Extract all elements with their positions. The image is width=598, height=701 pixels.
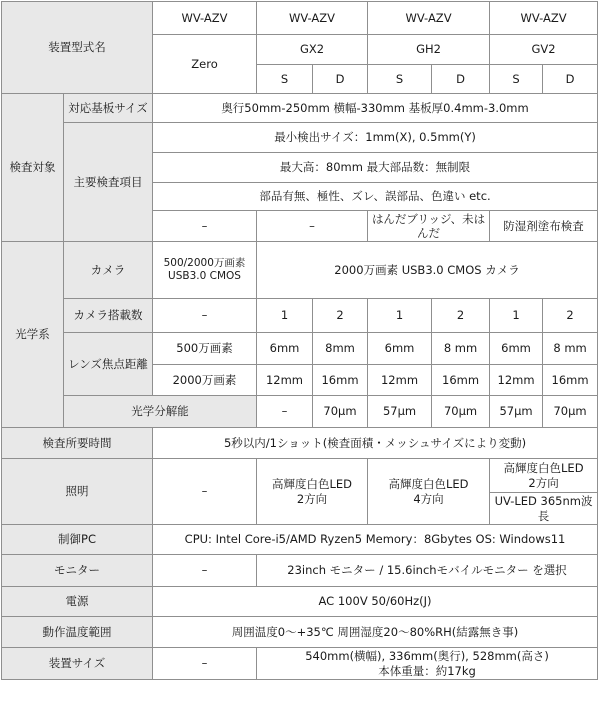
resolution-value: 70μm xyxy=(543,396,598,428)
lighting-gv2-bottom-line1: UV-LED 365nm波 xyxy=(494,494,593,509)
camera-count-gv2-d: 2 xyxy=(543,299,598,333)
min-detect-size: 最小検出サイズ：1mm(X), 0.5mm(Y) xyxy=(153,123,598,153)
lens-value: 6mm xyxy=(490,333,543,365)
variant-gh2-d: D xyxy=(432,65,490,94)
lens-value: 8 mm xyxy=(432,333,490,365)
power-value: AC 100V 50/60Hz(J) xyxy=(153,587,598,617)
device-size-line2: 本体重量：約17kg xyxy=(378,663,476,678)
camera-count-gx2-d: 2 xyxy=(313,299,368,333)
lighting-gh2-line2: 4方向 xyxy=(413,491,444,506)
lighting-gv2-top-line2: 2方向 xyxy=(528,475,559,490)
camera-label: カメラ xyxy=(64,242,153,299)
series-gh2: WV-AZV xyxy=(368,2,490,35)
resolution-value: – xyxy=(257,396,313,428)
resolution-value: 70μm xyxy=(313,396,368,428)
power-label: 電源 xyxy=(2,587,153,617)
lens-value: 8 mm xyxy=(543,333,598,365)
lighting-gv2-top-line1: 高輝度白色LED xyxy=(503,461,584,476)
camera-count-label: カメラ搭載数 xyxy=(64,299,153,333)
lighting-gv2-bottom-line2: 長 xyxy=(537,508,550,523)
variant-gv2-d: D xyxy=(543,65,598,94)
camera-count-gh2-d: 2 xyxy=(432,299,490,333)
defect-types: 部品有無、極性、ズレ、誤部品、色違い etc. xyxy=(153,183,598,211)
camera-count-gx2-s: 1 xyxy=(257,299,313,333)
device-size-value xyxy=(257,648,598,680)
device-size-label: 装置サイズ xyxy=(2,648,153,680)
series-gx2: WV-AZV xyxy=(257,2,368,35)
lens-value: 16mm xyxy=(543,365,598,396)
control-pc-value: CPU: Intel Core-i5/AMD Ryzen5 Memory：8Gbytes OS: Windows11 xyxy=(153,525,598,555)
model-gh2: GH2 xyxy=(368,35,490,65)
lens-row-label: 2000万画素 xyxy=(153,365,257,396)
operating-temp-value: 周囲温度0～+35℃ 周囲湿度20～80%RH(結露無き事) xyxy=(153,617,598,648)
lens-value: 8mm xyxy=(313,333,368,365)
lens-value: 16mm xyxy=(313,365,368,396)
extra-gv2: 防湿剤塗布検査 xyxy=(490,211,598,242)
resolution-value: 57μm xyxy=(490,396,543,428)
variant-gv2-s: S xyxy=(490,65,543,94)
camera-zero-line1: 500/2000万画素 xyxy=(163,256,246,269)
lighting-gh2-line1: 高輝度白色LED xyxy=(388,477,469,492)
device-size-zero: – xyxy=(153,648,257,680)
camera-zero xyxy=(153,242,257,299)
camera-zero-line2: USB3.0 CMOS xyxy=(168,270,241,282)
extra-gh2: はんだブリッジ、未はんだ xyxy=(368,211,490,242)
monitor-zero: – xyxy=(153,555,257,587)
lighting-gv2-bottom xyxy=(490,493,598,525)
board-size-value: 奥行50mm-250mm 横幅-330mm 基板厚0.4mm-3.0mm xyxy=(153,94,598,123)
main-items-label: 主要検査項目 xyxy=(64,123,153,242)
series-zero: WV-AZV xyxy=(153,2,257,35)
model-zero: Zero xyxy=(153,35,257,94)
lighting-gh2 xyxy=(368,459,490,525)
variant-gx2-s: S xyxy=(257,65,313,94)
resolution-value: 57μm xyxy=(368,396,432,428)
extra-gx2: – xyxy=(257,211,368,242)
camera-count-gv2-s: 1 xyxy=(490,299,543,333)
lens-value: 6mm xyxy=(368,333,432,365)
lens-value: 12mm xyxy=(368,365,432,396)
inspection-time-label: 検査所要時間 xyxy=(2,428,153,459)
lighting-gx2-line1: 高輝度白色LED xyxy=(271,477,353,492)
lens-value: 6mm xyxy=(257,333,313,365)
model-gx2: GX2 xyxy=(257,35,368,65)
board-size-label: 対応基板サイズ xyxy=(64,94,153,123)
inspection-target-label: 検査対象 xyxy=(2,94,64,242)
lens-value: 12mm xyxy=(490,365,543,396)
spec-table xyxy=(1,1,598,680)
resolution-label: 光学分解能 xyxy=(64,396,257,428)
lighting-zero: – xyxy=(153,459,257,525)
resolution-value: 70μm xyxy=(432,396,490,428)
inspection-time-value: 5秒以内/1ショット(検査面積・メッシュサイズにより変動) xyxy=(153,428,598,459)
monitor-value: 23inch モニター / 15.6inchモバイルモニター を選択 xyxy=(257,555,598,587)
extra-zero: – xyxy=(153,211,257,242)
camera-others: 2000万画素 USB3.0 CMOS カメラ xyxy=(257,242,598,299)
model-gv2: GV2 xyxy=(490,35,598,65)
monitor-label: モニター xyxy=(2,555,153,587)
operating-temp-label: 動作温度範囲 xyxy=(2,617,153,648)
device-size-line1: 540mm(横幅), 336mm(奥行), 528mm(高さ) xyxy=(305,649,549,664)
camera-count-zero: – xyxy=(153,299,257,333)
lighting-gx2-line2: 2方向 xyxy=(296,491,328,506)
series-gv2: WV-AZV xyxy=(490,2,598,35)
lens-value: 16mm xyxy=(432,365,490,396)
optics-label: 光学系 xyxy=(2,242,64,428)
lighting-label: 照明 xyxy=(2,459,153,525)
lens-value: 12mm xyxy=(257,365,313,396)
variant-gh2-s: S xyxy=(368,65,432,94)
control-pc-label: 制御PC xyxy=(2,525,153,555)
max-height: 最大高：80mm 最大部品数：無制限 xyxy=(153,153,598,183)
lighting-gx2 xyxy=(257,459,368,525)
lens-label: レンズ焦点距離 xyxy=(64,333,153,396)
variant-gx2-d: D xyxy=(313,65,368,94)
camera-count-gh2-s: 1 xyxy=(368,299,432,333)
device-model-label: 装置型式名 xyxy=(2,2,153,94)
lighting-gv2-top xyxy=(490,459,598,493)
lens-row-label: 500万画素 xyxy=(153,333,257,365)
